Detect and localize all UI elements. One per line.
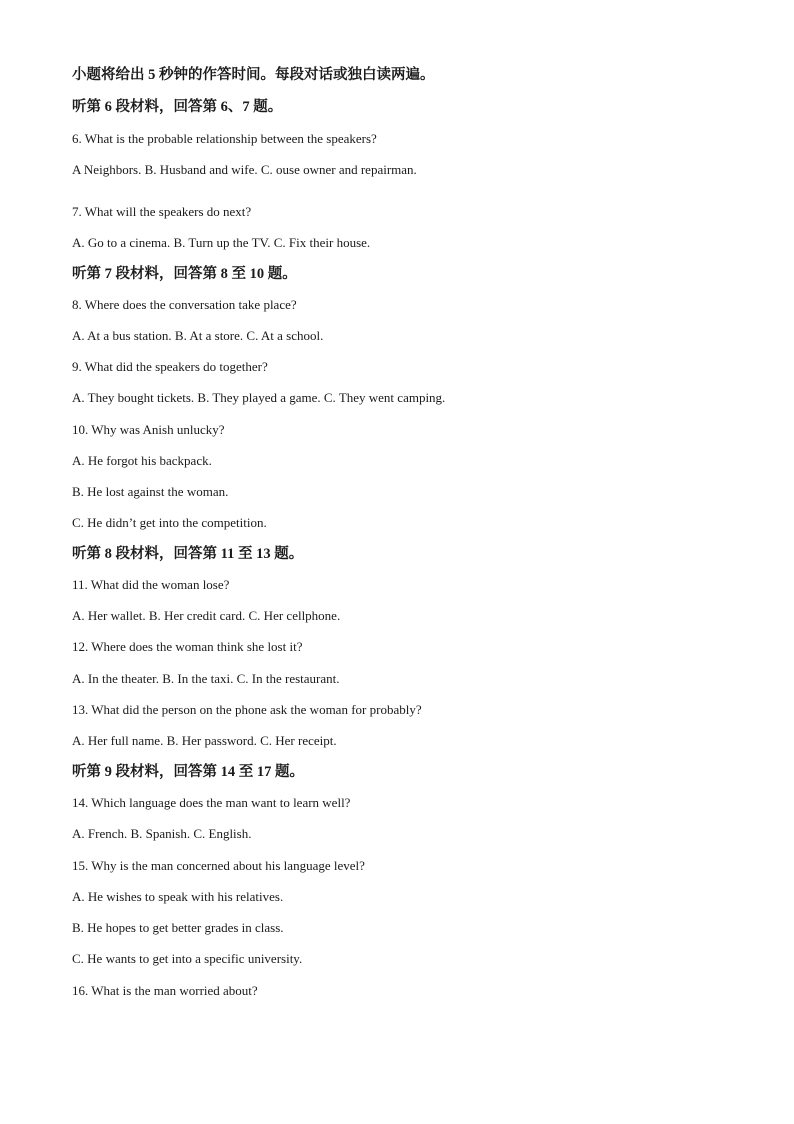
answer-option: A. He wishes to speak with his relatives. — [72, 889, 284, 904]
section-heading: 听第 8 段材料，回答第 11 至 13 题。 — [72, 546, 304, 562]
answer-options: A. Her full name. B. Her password. C. Her receipt. — [72, 733, 337, 748]
section-heading: 听第 6 段材料，回答第 6、7 题。 — [72, 99, 283, 115]
question-text: 7. What will the speakers do next? — [72, 204, 252, 219]
question-text: 11. What did the woman lose? — [72, 577, 230, 592]
question-text: 10. Why was Anish unlucky? — [72, 422, 225, 437]
answer-options: A. French. B. Spanish. C. English. — [72, 826, 252, 841]
answer-option: B. He lost against the woman. — [72, 484, 229, 499]
question-text: 14. Which language does the man want to learn well? — [72, 795, 351, 810]
answer-option: C. He wants to get into a specific university. — [72, 951, 303, 966]
answer-option: A. He forgot his backpack. — [72, 453, 212, 468]
question-text: 12. Where does the woman think she lost it? — [72, 639, 303, 654]
answer-option: B. He hopes to get better grades in class. — [72, 920, 284, 935]
section-heading: 听第 9 段材料，回答第 14 至 17 题。 — [72, 764, 304, 780]
answer-options: A. In the theater. B. In the taxi. C. In the restaurant. — [72, 671, 340, 686]
question-text: 16. What is the man worried about? — [72, 983, 258, 998]
question-text: 8. Where does the conversation take place? — [72, 297, 297, 312]
answer-options: A. Her wallet. B. Her credit card. C. Her cellphone. — [72, 608, 341, 623]
answer-options: A. At a bus station. B. At a store. C. At a school. — [72, 328, 324, 343]
answer-options: A. Go to a cinema. B. Turn up the TV. C. Fix their house. — [72, 235, 371, 250]
question-text: 6. What is the probable relationship between the speakers? — [72, 131, 377, 146]
answer-options: A Neighbors. B. Husband and wife. C. ouse owner and repairman. — [72, 162, 417, 177]
answer-options: A. They bought tickets. B. They played a game. C. They went camping. — [72, 390, 446, 405]
question-text: 9. What did the speakers do together? — [72, 359, 268, 374]
question-text: 15. Why is the man concerned about his language level? — [72, 858, 365, 873]
question-text: 13. What did the person on the phone ask the woman for probably? — [72, 702, 422, 717]
answer-option: C. He didn’t get into the competition. — [72, 515, 267, 530]
instruction-text: 小题将给出 5 秒钟的作答时间。每段对话或独白读两遍。 — [72, 67, 435, 83]
section-heading: 听第 7 段材料，回答第 8 至 10 题。 — [72, 266, 297, 282]
